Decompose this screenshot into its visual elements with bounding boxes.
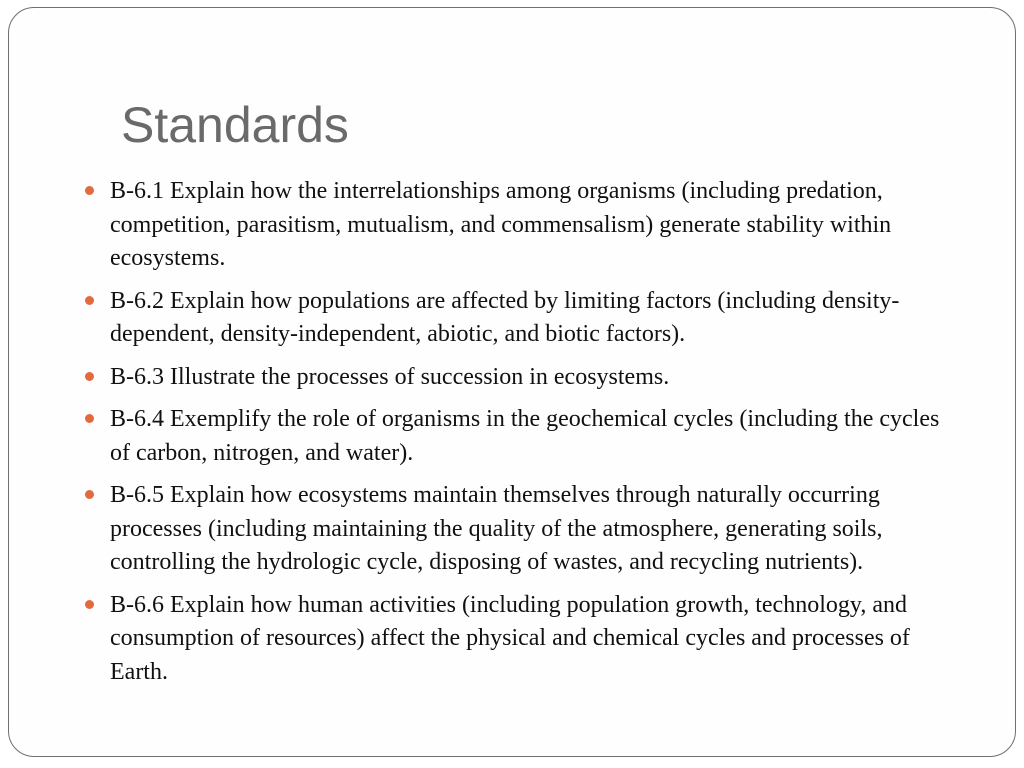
slide-frame bbox=[8, 7, 1016, 757]
bullet-item bbox=[85, 403, 965, 470]
bullet-dot-icon bbox=[85, 414, 94, 423]
bullet-text: B-6.6 Explain how human activities (including population growth, technology, and consumption of resources) affect the physical and chemical cycles and processes of Earth. bbox=[110, 591, 910, 685]
bullet-item bbox=[85, 479, 965, 580]
slide-title: Standards bbox=[121, 97, 349, 153]
bullet-item bbox=[85, 285, 965, 352]
bullet-dot-icon bbox=[85, 600, 94, 609]
bullet-item bbox=[85, 589, 965, 690]
bullet-dot-icon bbox=[85, 296, 94, 305]
bullet-list bbox=[85, 175, 965, 698]
bullet-text: B-6.1 Explain how the interrelationships among organisms (including predation, competition, parasitism, mutualism, and commensalism) generate stability within ecosystems. bbox=[110, 178, 892, 271]
bullet-dot-icon bbox=[85, 372, 94, 381]
bullet-text: B-6.5 Explain how ecosystems maintain themselves through naturally occurring processes (including maintaining the quality of the atmosphere, generating soils, controlling the hydrologic cycle, disposing of wastes, and recycling nutrients). bbox=[110, 482, 883, 575]
bullet-dot-icon bbox=[85, 490, 94, 499]
bullet-dot-icon bbox=[85, 186, 94, 195]
bullet-text: B-6.4 Exemplify the role of organisms in the geochemical cycles (including the cycles of carbon, nitrogen, and water). bbox=[110, 406, 940, 466]
bullet-item bbox=[85, 361, 965, 395]
bullet-text: B-6.3 Illustrate the processes of succession in ecosystems. bbox=[110, 363, 670, 390]
bullet-item bbox=[85, 175, 965, 276]
bullet-text: B-6.2 Explain how populations are affected by limiting factors (including density-dependent, density-independent, abiotic, and biotic factors). bbox=[110, 287, 900, 347]
